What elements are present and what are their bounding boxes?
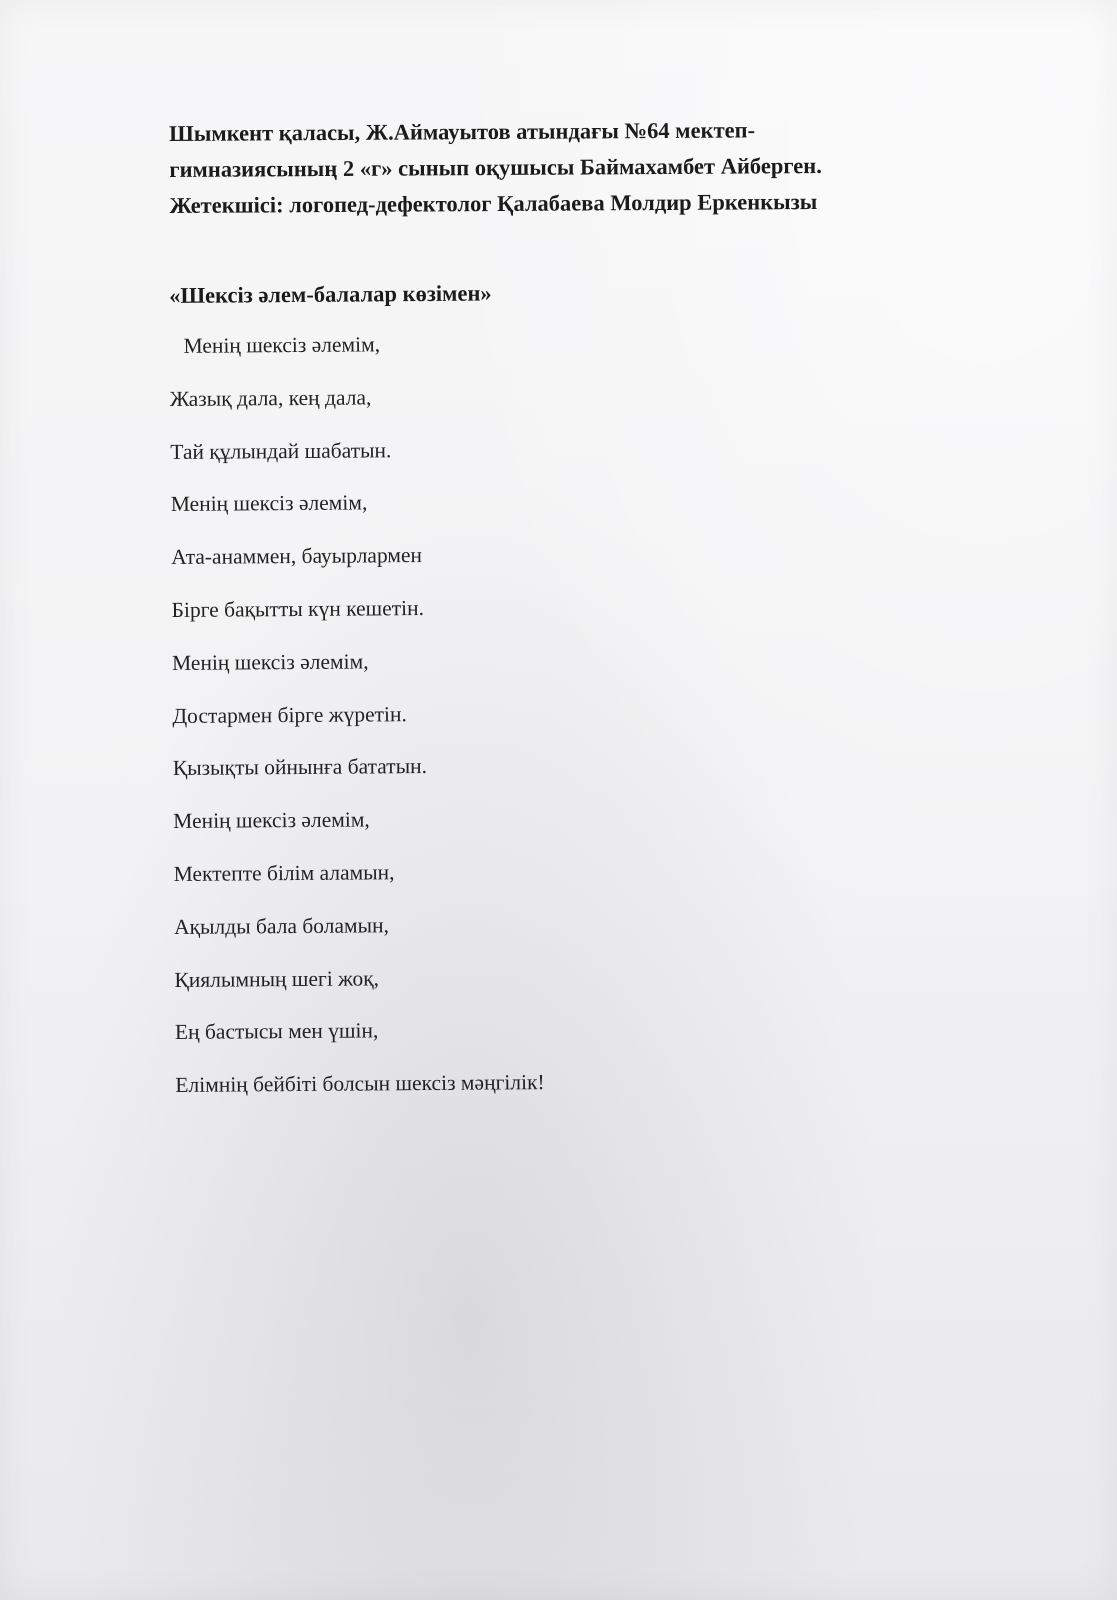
heading-line: Шымкент қаласы, Ж.Аймауытов атындағы №64 мектеп- bbox=[169, 117, 756, 146]
heading-line: Жетекшісі: логопед-дефектолог Қалабаева Молдир Еркенкызы bbox=[169, 189, 818, 218]
poem-line: Жазық дала, кең дала, bbox=[169, 385, 372, 411]
poem-line: Менің шексіз әлемім, bbox=[171, 649, 369, 675]
poem-line: Ата-анаммен, бауырлармен bbox=[171, 543, 423, 570]
poem-line: Менің шексіз әлемім, bbox=[170, 490, 368, 517]
poem-line: Достармен бірге жүретін. bbox=[172, 701, 407, 728]
poem-title: «Шексіз әлем-балалар көзімен» bbox=[169, 280, 492, 308]
poem-line: Ақылды бала боламын, bbox=[173, 913, 390, 939]
poem-line: Менің шексіз әлемім, bbox=[183, 332, 381, 358]
poem-line: Менің шексіз әлемім, bbox=[173, 807, 370, 834]
poem-line: Қиялымның шегі жоқ, bbox=[174, 965, 380, 992]
poem-line: Мектепте білім аламын, bbox=[173, 860, 395, 886]
poem-line: Бірге бақытты күн кешетін. bbox=[171, 595, 425, 622]
poem bbox=[169, 274, 875, 1101]
document-heading bbox=[169, 111, 1030, 224]
heading-line: гимназиясының 2 «г» сынып оқушысы Баймахамбет Айберген. bbox=[169, 153, 822, 182]
poem-line: Қызықты ойнынға бататын. bbox=[172, 754, 428, 781]
poem-line: Ең бастысы мен үшін, bbox=[174, 1018, 379, 1045]
poem-line: Елімнің бейбіті болсын шексіз мәңгілік! bbox=[175, 1070, 545, 1098]
poem-line: Тай құлындай шабатын. bbox=[170, 437, 392, 464]
